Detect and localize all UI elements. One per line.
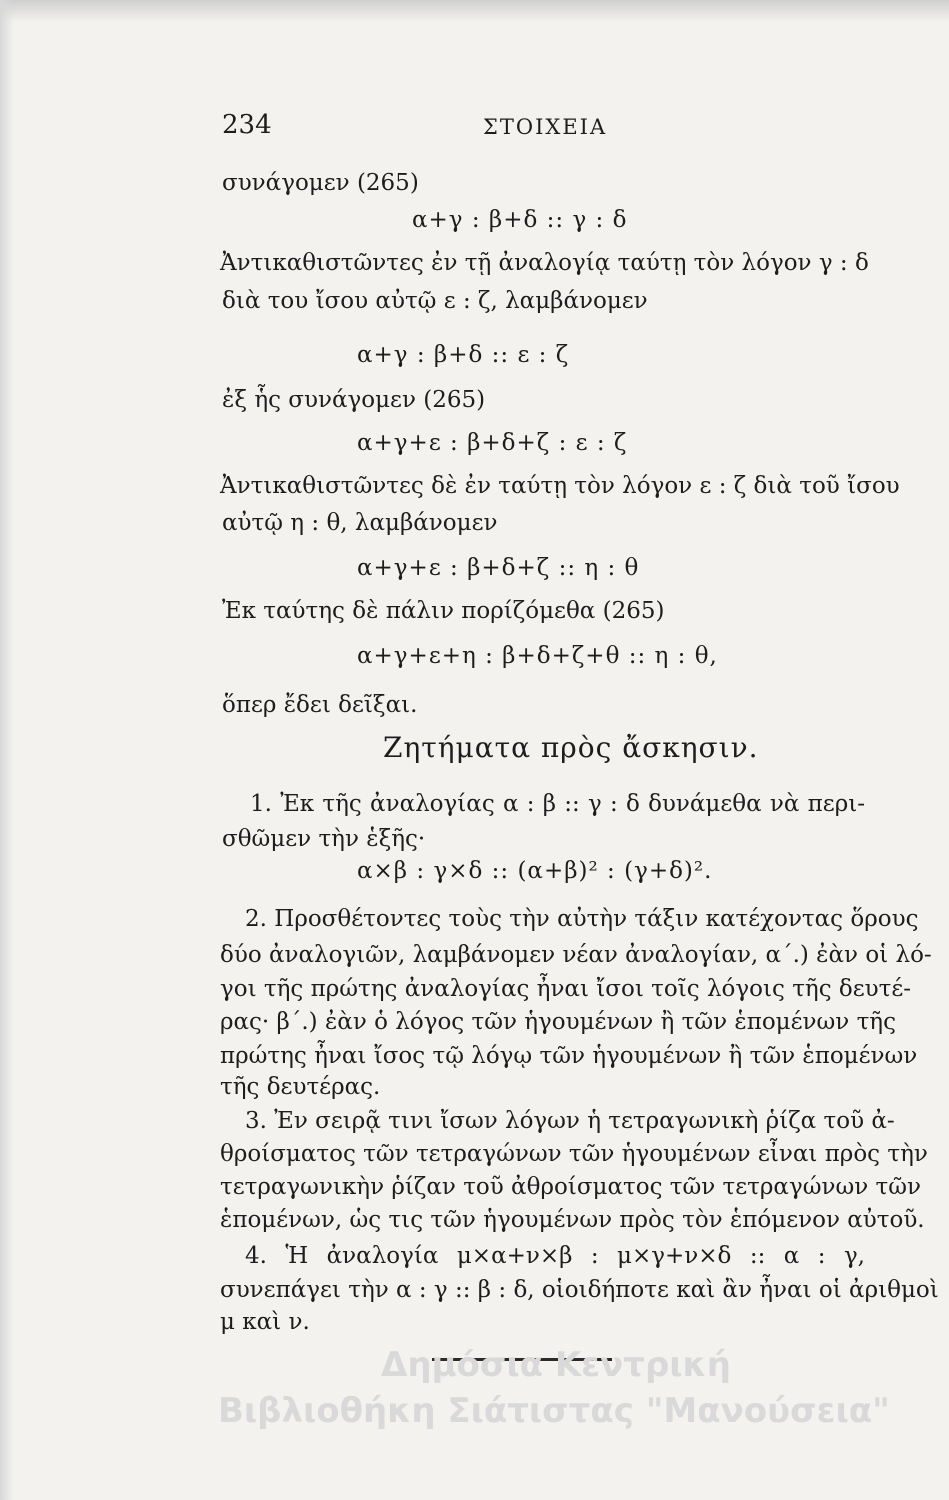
- exercise-2-line: πρώτης ἦναι ἴσος τῷ λόγῳ τῶν ἡγουμένων ἢ τῶν ἑπομένων: [220, 1043, 918, 1069]
- scan-shadow-top: [0, 0, 949, 22]
- running-title: ΣΤΟΙΧΕΙΑ: [483, 115, 608, 139]
- text-line: Ἀντικαθιστῶντες ἐν τῇ ἀναλογίᾳ ταύτῃ τὸν λόγον γ : δ: [220, 250, 869, 276]
- text-line: συνάγομεν (265): [222, 170, 419, 196]
- section-title: Ζητήματα πρὸς ἄσκησιν.: [383, 731, 759, 764]
- equation: α+γ : β+δ :: γ : δ: [412, 207, 628, 233]
- equation: α+γ+ε : β+δ+ζ :: η : θ: [357, 555, 640, 581]
- equation: α+γ+ε+η : β+δ+ζ+θ :: η : θ,: [357, 643, 718, 669]
- exercise-2-line: τῆς δευτέρας.: [220, 1074, 381, 1100]
- equation: α+γ : β+δ :: ε : ζ: [357, 342, 570, 368]
- exercise-2-line: ρας· β΄.) ἐὰν ὁ λόγος τῶν ἡγουμένων ἢ τῶν ἑπομένων τῆς: [220, 1009, 896, 1035]
- exercise-3-line: ἑπομένων, ὡς τις τῶν ἡγουμένων πρὸς τὸν ἑπόμενον αὐτοῦ.: [220, 1207, 925, 1233]
- library-watermark: Δημόσια Κεντρική: [381, 1345, 731, 1385]
- text-line: ἐξ ἧς συνάγομεν (265): [222, 387, 486, 413]
- exercise-3-line: 3. Ἐν σειρᾷ τινι ἴσων λόγων ἡ τετραγωνικὴ ῥίζα τοῦ ἀ-: [245, 1108, 895, 1134]
- scan-shadow-left: [0, 0, 14, 1500]
- page-number: 234: [222, 110, 272, 140]
- exercise-3-line: τετραγωνικὴν ῥίζαν τοῦ ἀθροίσματος τῶν τετραγώνων τῶν: [220, 1174, 921, 1200]
- text-line: αὐτῷ η : θ, λαμβάνομεν: [222, 510, 498, 536]
- text-line: ὅπερ ἔδει δεῖξαι.: [222, 692, 418, 718]
- exercise-4-line: συνεπάγει τὴν α : γ :: β : δ, οἱοιδήποτε καὶ ἂν ἦναι οἱ ἀριθμοὶ: [220, 1277, 939, 1303]
- exercise-1-line: σθῶμεν τὴν ἑξῆς·: [222, 826, 426, 852]
- text-line: Ἀντικαθιστῶντες δὲ ἐν ταύτῃ τὸν λόγον ε : ζ διὰ τοῦ ἴσου: [220, 473, 900, 499]
- text-line: Ἐκ ταύτης δὲ πάλιν πορίζόμεθα (265): [222, 598, 665, 624]
- exercise-1-equation: α×β : γ×δ :: (α+β)² : (γ+δ)².: [357, 858, 713, 884]
- exercise-2-line: 2. Προσθέτοντες τοὺς τὴν αὐτὴν τάξιν κατέχοντας ὅρους: [245, 906, 919, 932]
- library-watermark: Βιβλιοθήκη Σιάτιστας "Μανούσεια": [218, 1391, 890, 1431]
- equation: α+γ+ε : β+δ+ζ : ε : ζ: [357, 430, 628, 456]
- text-line: διὰ του ἴσου αὐτῷ ε : ζ, λαμβάνομεν: [222, 288, 648, 314]
- exercise-4-line: 4. Ἡ ἀναλογία μ×α+ν×β : μ×γ+ν×δ :: α : γ,: [245, 1243, 865, 1269]
- exercise-3-line: θροίσματος τῶν τετραγώνων τῶν ἡγουμένων εἶναι πρὸς τὴν: [220, 1141, 928, 1167]
- exercise-4-line: μ καὶ ν.: [220, 1309, 310, 1335]
- exercise-2-line: δύο ἀναλογιῶν, λαμβάνομεν νέαν ἀναλογίαν, α΄.) ἐὰν οἱ λό-: [220, 942, 932, 968]
- exercise-2-line: γοι τῆς πρώτης ἀναλογίας ἦναι ἴσοι τοῖς λόγοις τῆς δευτέ-: [220, 976, 912, 1002]
- exercise-1-line: 1. Ἐκ τῆς ἀναλογίας α : β :: γ : δ δυνάμεθα νὰ περι-: [250, 791, 865, 817]
